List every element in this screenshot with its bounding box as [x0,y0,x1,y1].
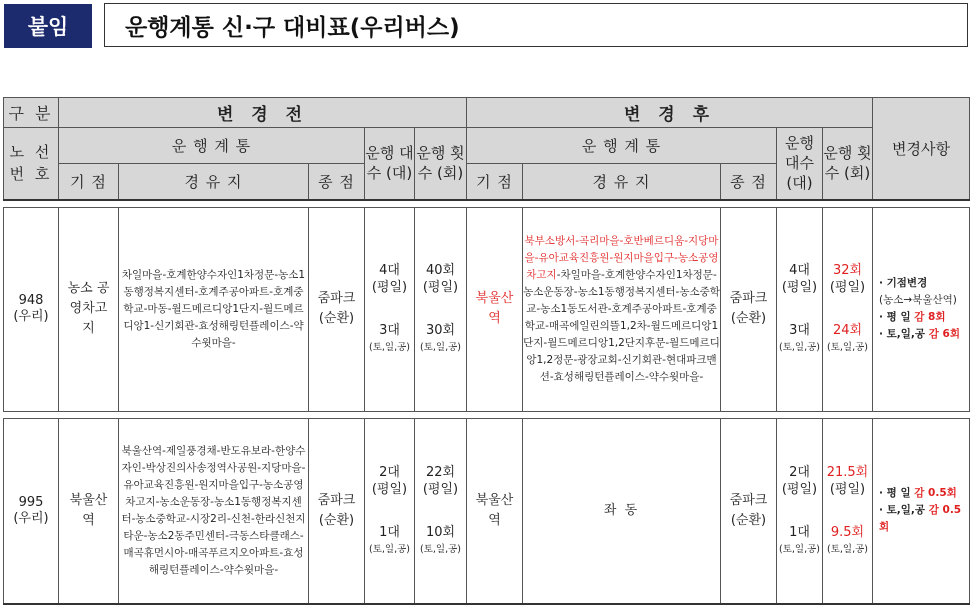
buses-weekday: 4대 [379,263,400,278]
change-item: · 평 일 감 0.5회 [879,487,957,500]
trips-before [415,207,467,411]
header-after: 변 경 후 [467,98,873,128]
route-number-cell [4,418,59,604]
end-before [309,207,365,411]
start-after: 북울산 역 [467,418,523,604]
table-row [4,207,970,411]
header-system-before: 운 행 계 통 [59,128,365,164]
trips-before [415,418,467,604]
via-before: 북울산역-제일풍경채-반도유보라-한양수자인-박상진의사송정역사공원-지당마을-유아교육진흥원-원지마을입구-농소공영차고지-농소운동장-농소1동행정복지센터-농소중학교-시장2리-신천-한라신천지타운-농소2동주민센터-극동스타클래스-매곡휴먼시아-매곡푸르지오아파트-효성해링턴플레이스-약수윗마을- [119,418,309,604]
trips-weekday: 32회 [832,263,863,278]
weekday-label: (평일) [371,280,408,295]
weekend-label: (토,일,공) [779,342,820,353]
via-existing-segment: -차일마을-호계한양수자인1차정문-농소운동장-농소1동행정복지센터-농소중학교-농소1동도서관-호계주공아파트-호계중학교-매곡에일린의뜰1,2차-월드메르디앙1단지-월드메르디앙1,2단지후문-월드메르디앙1,2정문-광장교회-신기회관-현대파크맨션-효성해링턴플레이스-약수윗마을- [523,268,720,383]
header-end-before: 종 점 [309,164,365,200]
route-operator: (우리) [13,309,49,324]
weekday-label: (평일) [371,481,408,497]
attachment-badge: 붙임 [4,4,92,48]
comparison-table [3,97,970,605]
header-gubun: 구 분 [4,98,59,128]
buses-weekday: 2대 [789,464,810,480]
end-before: 줌파크 (순환) [309,418,365,604]
route-number: 948 [18,293,44,308]
weekend-label: (토,일,공) [827,342,868,353]
header-via-before: 경 유 지 [119,164,309,200]
trips-weekend: 9.5회 [830,524,865,540]
weekend-label: (토,일,공) [827,543,868,555]
change-item: · 토,일,공 감 6회 [879,328,960,340]
weekend-label: (토,일,공) [420,342,461,353]
header-trips-after: 운행 횟수 (회) [823,128,873,200]
weekday-label: (평일) [781,280,818,295]
header-route-no: 노 선 번 호 [4,128,59,200]
buses-after [777,207,823,411]
change-item: · 평 일 감 8회 [879,311,946,323]
weekday-label: (평일) [829,280,866,295]
header-trips-before: 운행 횟수 (회) [415,128,467,200]
buses-before [365,418,415,604]
weekend-label: (토,일,공) [420,543,461,555]
weekday-label: (평일) [781,481,818,497]
header-changes: 변경사항 [873,98,970,200]
table-row [4,418,970,604]
buses-before [365,207,415,411]
via-before: 차일마을-호계한양수자인1차정문-농소1동행정복지센터-호계주공아파트-호계중학교-마동-월드메르디앙1단지-월드메르디앙1-신기회관-효성해링턴플레이스-약수윗마을- [119,207,309,411]
weekend-label: (토,일,공) [369,342,410,353]
via-after: 좌 동 [523,418,721,604]
header-via-after: 경 유 지 [523,164,721,200]
changes-cell [873,207,970,411]
header-buses-before: 운행 대수 (대) [365,128,415,200]
via-new-segment: 북부소방서-곡리마을-호반베르디움-지당마을-유아교육진흥원-원지마을입구-농소공영차고지 [524,234,719,281]
route-number-cell [4,207,59,411]
weekday-label: (평일) [829,481,866,497]
buses-weekday: 4대 [789,263,810,278]
weekend-label: (토,일,공) [779,543,820,555]
change-item: (농소→북울산역) [879,294,957,306]
buses-weekend: 3대 [379,323,400,338]
weekday-label: (평일) [422,481,459,497]
buses-weekend: 3대 [789,323,810,338]
trips-weekend: 10회 [425,524,456,540]
changes-cell [873,418,970,604]
via-after [523,207,721,411]
buses-after [777,418,823,604]
end-after: 줌파크 (순환) [721,207,777,411]
header-start-after: 기 점 [467,164,523,200]
header-system-after: 운 행 계 통 [467,128,777,164]
header-start-before: 기 점 [59,164,119,200]
start-before: 농소 공영차고 지 [59,207,119,411]
trips-weekend: 30회 [425,323,456,338]
end-label: 줌파크 (순환) [317,291,356,326]
start-before: 북울산 역 [59,418,119,604]
trips-weekday: 40회 [425,263,456,278]
buses-weekend: 1대 [379,524,400,540]
route-number: 995 [18,494,44,510]
buses-weekday: 2대 [379,464,400,480]
start-after: 북울산 역 [467,207,523,411]
route-operator: (우리) [13,510,49,526]
trips-after [823,207,873,411]
change-item: · 토,일,공 감 0.5회 [879,504,962,534]
header-buses-after: 운행 대수 (대) [777,128,823,200]
trips-weekday: 21.5회 [826,464,869,480]
weekday-label: (평일) [422,280,459,295]
trips-weekday: 22회 [425,464,456,480]
weekend-label: (토,일,공) [369,543,410,555]
change-item: · 기점변경 [879,277,928,289]
trips-weekend: 24회 [832,323,863,338]
header-end-after: 종 점 [721,164,777,200]
trips-after [823,418,873,604]
buses-weekend: 1대 [789,524,810,540]
header-before: 변 경 전 [59,98,467,128]
page-title: 운행계통 신·구 대비표(우리버스) [104,3,968,47]
end-after: 줌파크 (순환) [721,418,777,604]
